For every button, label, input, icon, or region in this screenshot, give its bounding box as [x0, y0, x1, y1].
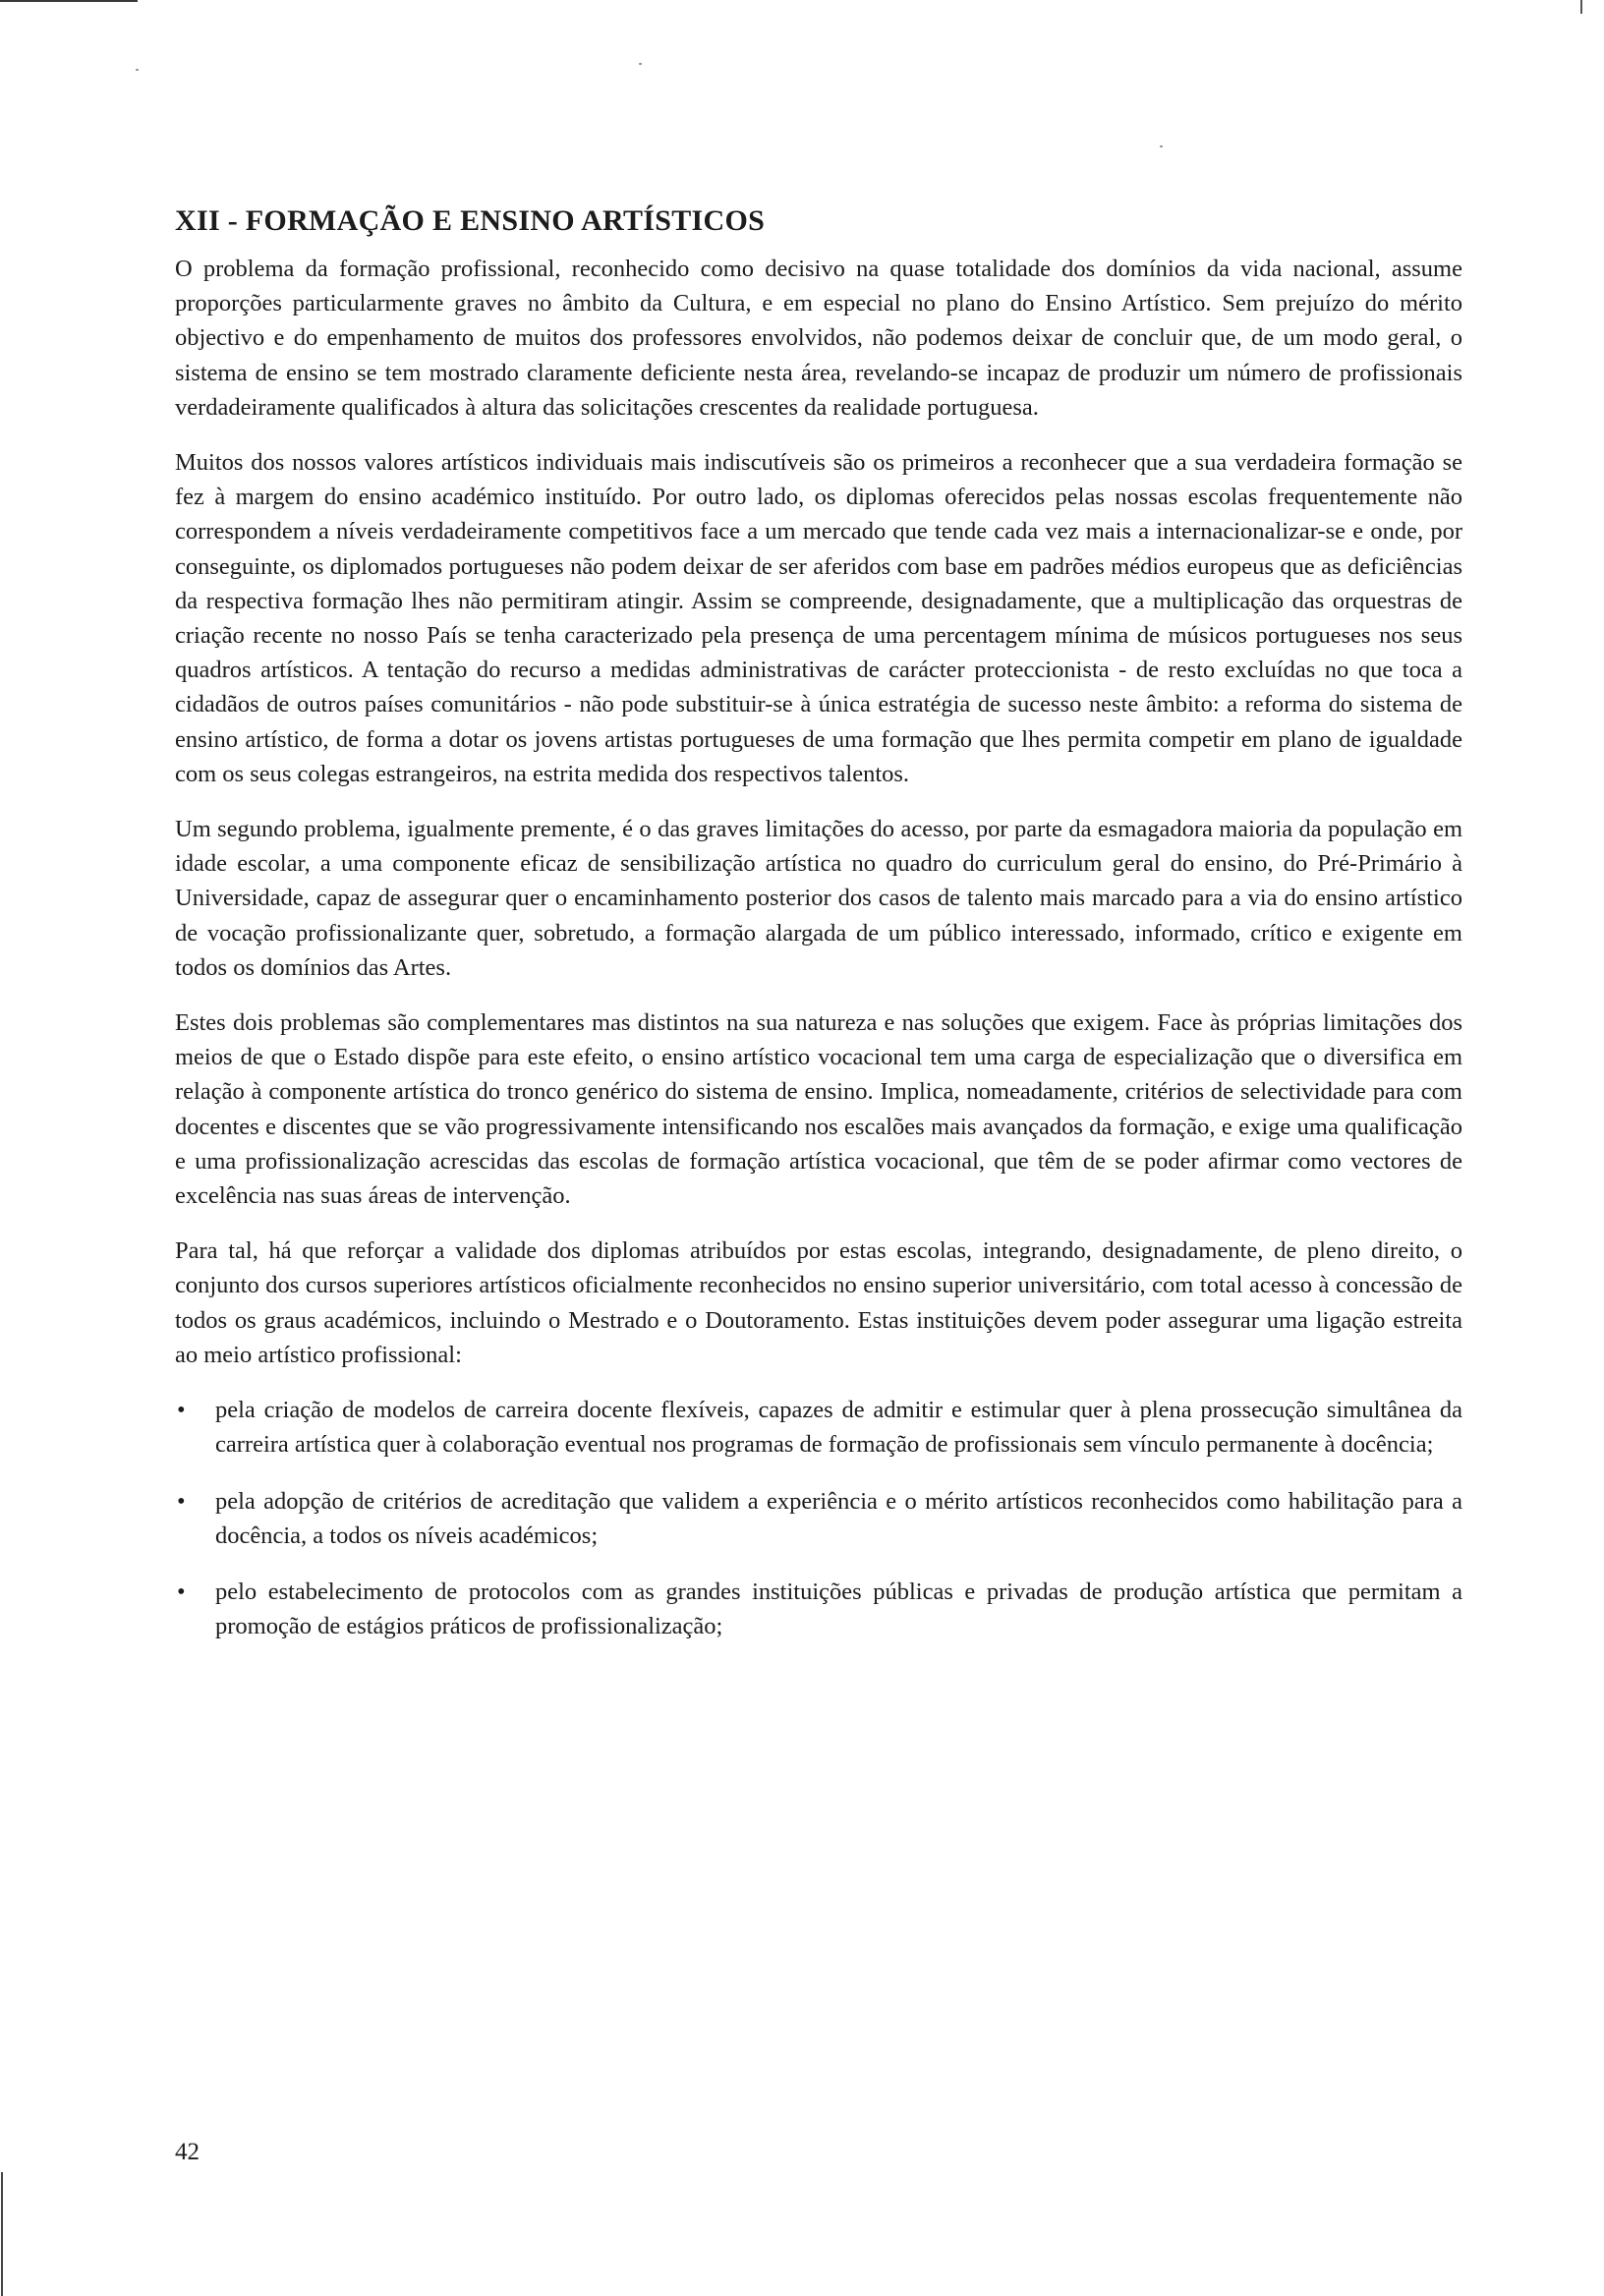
bullet-list: [175, 1393, 1462, 1643]
scan-speck: [1160, 145, 1163, 147]
paragraph: Muitos dos nossos valores artísticos individuais mais indiscutíveis são os primeiros a reconhecer que a sua verdadeira formação se fez à margem do ensino académico instituído. Por outro lado, os diplomas oferecidos pelas nossas escolas frequentemente não correspondem a níveis verdadeiramente competitivos face a um mercado que tende cada vez mais a internacionalizar-se e onde, por conseguinte, os diplomados portugueses não podem deixar de ser aferidos com base em padrões médios europeus que as deficiências da respectiva formação lhes não permitiram atingir. Assim se compreende, designadamente, que a multiplicação das orquestras de criação recente no nosso País se tenha caracterizado pela presença de uma percentagem mínima de músicos portugueses nos seus quadros artísticos. A tentação do recurso a medidas administrativas de carácter proteccionista - de resto excluídas no que toca a cidadãos de outros países comunitários - não pode substituir-se à única estratégia de sucesso neste âmbito: a reforma do sistema de ensino artístico, de forma a dotar os jovens artistas portugueses de uma formação que lhes permita competir em plano de igualdade com os seus colegas estrangeiros, na estrita medida dos respectivos talentos.: [175, 449, 1462, 787]
bullet-icon: •: [177, 1578, 186, 1605]
list-item-text: pela adopção de critérios de acreditação que validem a experiência e o mérito artísticos reconhecidos como habilitação para a docência, a todos os níveis académicos;: [215, 1487, 1462, 1549]
list-item: [175, 1393, 1462, 1462]
paragraph: Estes dois problemas são complementares mas distintos na sua natureza e nas soluções que exigem. Face às próprias limitações dos meios de que o Estado dispõe para este efeito, o ensino artístico vocacional tem uma carga de especialização que o diversifica em relação à componente artística do tronco genérico do sistema de ensino. Implica, nomeadamente, critérios de selectividade para com docentes e discentes que se vão progressivamente intensificando nos escalões mais avançados da formação, e exige uma qualificação e uma profissionalização acrescidas das escolas de formação artística vocacional, que têm de se poder afirmar como vectores de excelência nas suas áreas de intervenção.: [175, 1009, 1462, 1210]
page-number: 42: [175, 2139, 200, 2165]
list-item: [175, 1484, 1462, 1553]
scan-speck: [639, 63, 642, 65]
scan-edge-mark: [1, 2172, 3, 2296]
document-page: [175, 202, 1462, 1665]
list-item-text: pela criação de modelos de carreira docente flexíveis, capazes de admitir e estimular quer à plena prossecução simultânea da carreira artística quer à colaboração eventual nos programas de formação de profissionais sem vínculo permanente à docência;: [215, 1397, 1462, 1459]
paragraph: Para tal, há que reforçar a validade dos diplomas atribuídos por estas escolas, integrando, designadamente, de pleno direito, o conjunto dos cursos superiores artísticos oficialmente reconhecidos no ensino superior universitário, com total acesso à concessão de todos os graus académicos, incluindo o Mestrado e o Doutoramento. Estas instituições devem poder assegurar uma ligação estreita ao meio artístico profissional:: [175, 1237, 1462, 1368]
scan-speck: [136, 69, 139, 71]
scan-edge-mark: [1580, 0, 1582, 14]
paragraph: Um segundo problema, igualmente premente, é o das graves limitações do acesso, por parte da esmagadora maioria da população em idade escolar, a uma componente eficaz de sensibilização artística no quadro do curriculum geral do ensino, do Pré-Primário à Universidade, capaz de assegurar quer o encaminhamento posterior dos casos de talento mais marcado para a via do ensino artístico de vocação profissionalizante quer, sobretudo, a formação alargada de um público interessado, informado, crítico e exigente em todos os domínios das Artes.: [175, 816, 1462, 981]
list-item: [175, 1575, 1462, 1643]
bullet-icon: •: [177, 1397, 186, 1424]
list-item-text: pelo estabelecimento de protocolos com as grandes instituições públicas e privadas de produção artística que permitam a promoção de estágios práticos de profissionalização;: [215, 1578, 1462, 1640]
bullet-icon: •: [177, 1487, 186, 1515]
section-title: XII - FORMAÇÃO E ENSINO ARTÍSTICOS: [175, 204, 766, 237]
paragraph: O problema da formação profissional, reconhecido como decisivo na quase totalidade dos domínios da vida nacional, assume proporções particularmente graves no âmbito da Cultura, e em especial no plano do Ensino Artístico. Sem prejuízo do mérito objectivo e do empenhamento de muitos dos professores envolvidos, não podemos deixar de concluir que, de um modo geral, o sistema de ensino se tem mostrado claramente deficiente nesta área, revelando-se incapaz de produzir um número de profissionais verdadeiramente qualificados à altura das solicitações crescentes da realidade portuguesa.: [175, 256, 1462, 421]
scan-edge-mark: [0, 0, 138, 2]
